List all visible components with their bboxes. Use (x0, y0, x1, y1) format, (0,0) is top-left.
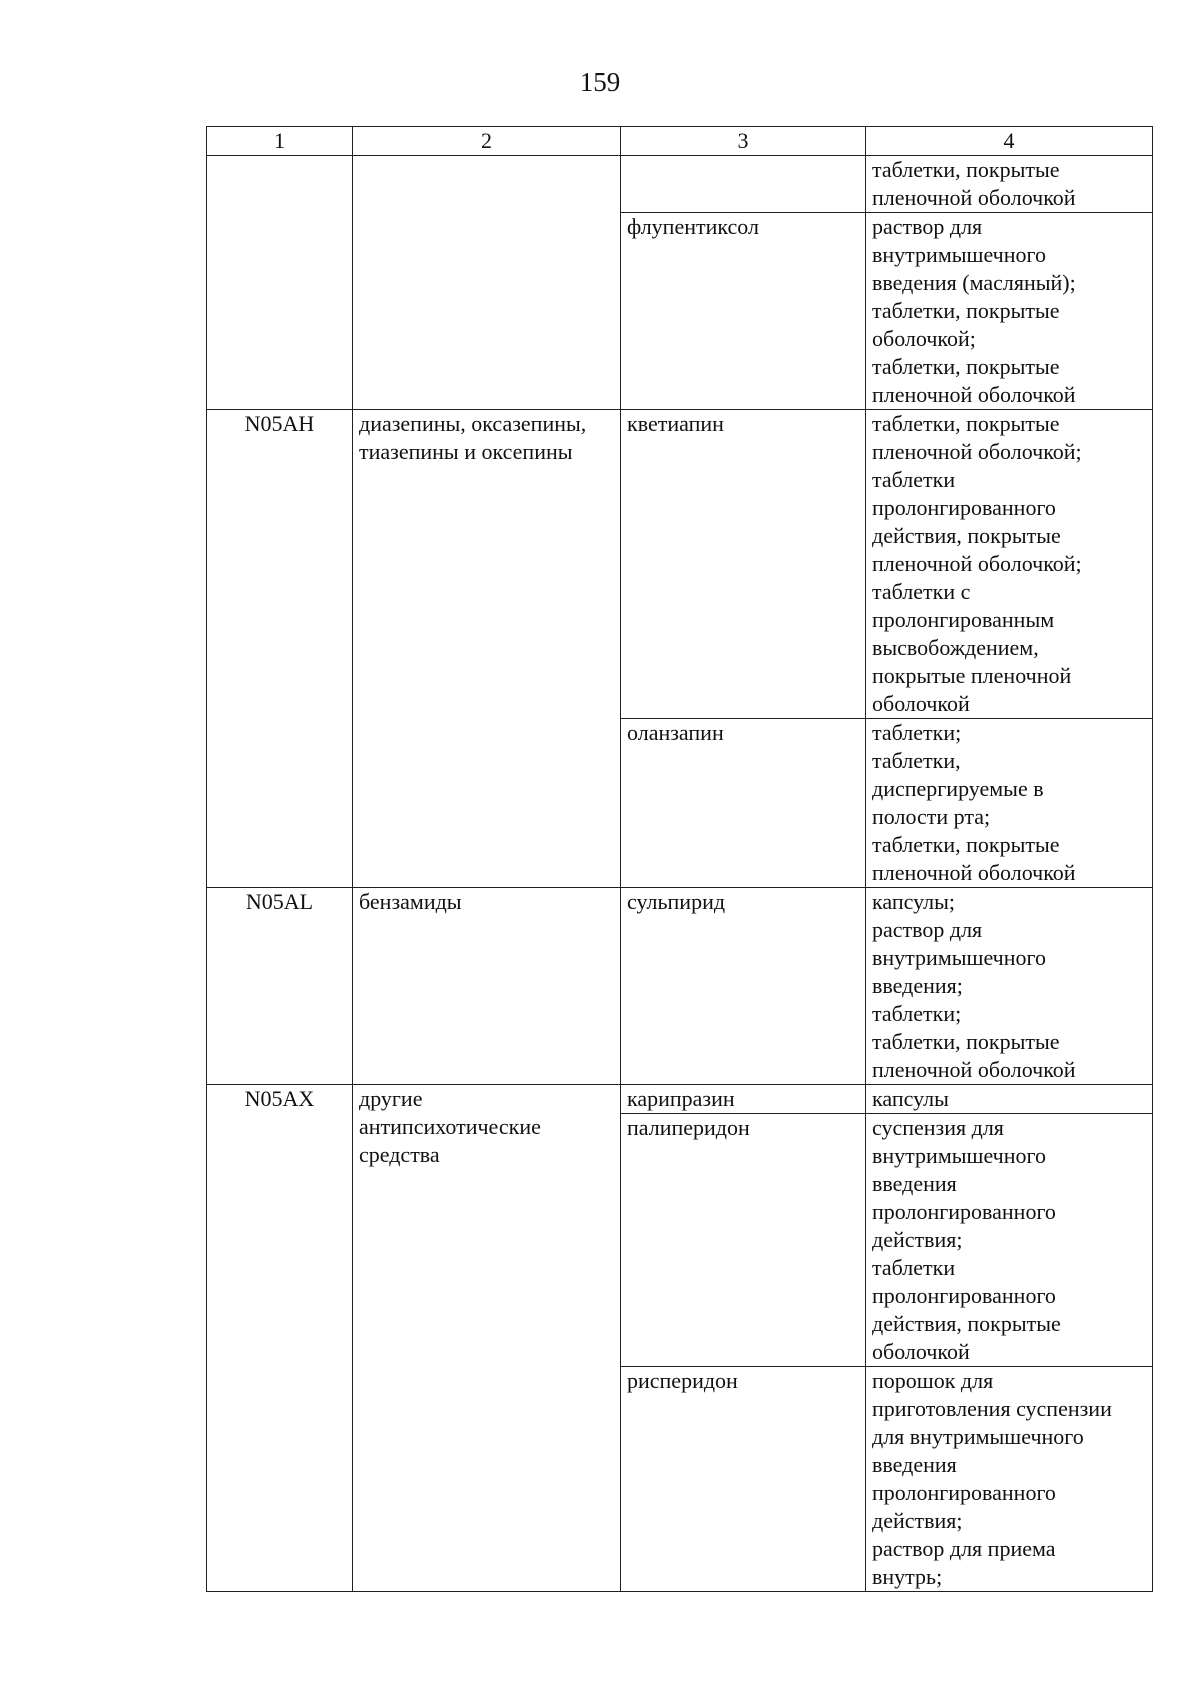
forms-cell (866, 888, 1153, 1085)
text-line: таблетки, покрытые (872, 1029, 1060, 1054)
group-cell (353, 888, 621, 1085)
text-line: введения (масляный); (872, 270, 1076, 295)
text-line: диспергируемые в (872, 776, 1044, 801)
drug-name-cell: флупентиксол (621, 213, 866, 410)
text-line: оболочкой (872, 691, 970, 716)
text-line: действия; (872, 1508, 963, 1533)
text-line: введения (872, 1171, 957, 1196)
text-line: покрытые пленочной (872, 663, 1072, 688)
text-line: средства (359, 1142, 440, 1167)
text-line: диазепины, оксазепины, (359, 411, 587, 436)
text-line: внутримышечного (872, 1143, 1046, 1168)
drug-name-cell: рисперидон (621, 1367, 866, 1592)
code-cell: N05AX (207, 1085, 353, 1592)
group-cell (353, 1085, 621, 1592)
text-line: действия, покрытые (872, 1311, 1061, 1336)
header-col-3: 3 (621, 127, 866, 156)
text-line: бензамиды (359, 889, 462, 914)
forms-cell (866, 156, 1153, 213)
text-line: таблетки (872, 467, 956, 492)
text-line: таблетки (872, 1255, 956, 1280)
text-line: таблетки, покрытые (872, 411, 1060, 436)
forms-cell (866, 1114, 1153, 1367)
drug-name-cell: сульпирид (621, 888, 866, 1085)
drug-name-cell: карипразин (621, 1085, 866, 1114)
text-line: пленочной оболочкой; (872, 439, 1082, 464)
text-line: пролонгированного (872, 1283, 1056, 1308)
text-line: внутримышечного (872, 945, 1046, 970)
text-line: для внутримышечного (872, 1424, 1084, 1449)
text-line: раствор для (872, 917, 983, 942)
text-line: приготовления суспензии (872, 1396, 1112, 1421)
text-line: введения; (872, 973, 963, 998)
text-line: оболочкой (872, 1339, 970, 1364)
drug-name-cell: палиперидон (621, 1114, 866, 1367)
text-line: действия, покрытые (872, 523, 1061, 548)
text-line: антипсихотические (359, 1114, 541, 1139)
text-line: внутрь; (872, 1564, 943, 1589)
text-line: капсулы (872, 1086, 949, 1111)
text-line: пленочной оболочкой (872, 185, 1076, 210)
header-col-2: 2 (353, 127, 621, 156)
table-row (207, 156, 1153, 213)
text-line: действия; (872, 1227, 963, 1252)
text-line: пленочной оболочкой (872, 1057, 1076, 1082)
drug-name-cell: кветиапин (621, 410, 866, 719)
text-line: таблетки, покрытые (872, 832, 1060, 857)
text-line: пленочной оболочкой; (872, 551, 1082, 576)
text-line: таблетки; (872, 1001, 962, 1026)
text-line: таблетки, покрытые (872, 354, 1060, 379)
table-row (207, 888, 1153, 1085)
text-line: таблетки, покрытые (872, 298, 1060, 323)
header-col-4: 4 (866, 127, 1153, 156)
text-line: пролонгированного (872, 1199, 1056, 1224)
code-cell: N05AH (207, 410, 353, 888)
text-line: пролонгированного (872, 495, 1056, 520)
header-row (207, 127, 1153, 156)
group-cell (353, 156, 621, 410)
page-number: 159 (579, 67, 621, 97)
text-line: раствор для (872, 214, 983, 239)
text-line: пролонгированным (872, 607, 1055, 632)
text-line: оболочкой; (872, 326, 976, 351)
text-line: полости рта; (872, 804, 991, 829)
text-line: пленочной оболочкой (872, 382, 1076, 407)
text-line: тиазепины и оксепины (359, 439, 573, 464)
text-line: таблетки, (872, 748, 961, 773)
header-col-1: 1 (207, 127, 353, 156)
text-line: внутримышечного (872, 242, 1046, 267)
forms-cell (866, 1085, 1153, 1114)
text-line: высвобождением, (872, 635, 1039, 660)
code-cell: N05AL (207, 888, 353, 1085)
text-line: суспензия для (872, 1115, 1004, 1140)
text-line: порошок для (872, 1368, 994, 1393)
forms-cell (866, 213, 1153, 410)
text-line: раствор для приема (872, 1536, 1056, 1561)
forms-cell (866, 1367, 1153, 1592)
text-line: пленочной оболочкой (872, 860, 1076, 885)
forms-cell (866, 719, 1153, 888)
text-line: другие (359, 1086, 423, 1111)
text-line: таблетки с (872, 579, 971, 604)
text-line: таблетки; (872, 720, 962, 745)
drug-table (206, 126, 1153, 1592)
text-line: капсулы; (872, 889, 955, 914)
code-cell (207, 156, 353, 410)
drug-name-cell (621, 156, 866, 213)
table-row (207, 1085, 1153, 1114)
text-line: пролонгированного (872, 1480, 1056, 1505)
text-line: введения (872, 1452, 957, 1477)
text-line: таблетки, покрытые (872, 157, 1060, 182)
group-cell (353, 410, 621, 888)
forms-cell (866, 410, 1153, 719)
drug-name-cell: оланзапин (621, 719, 866, 888)
table-row (207, 410, 1153, 719)
